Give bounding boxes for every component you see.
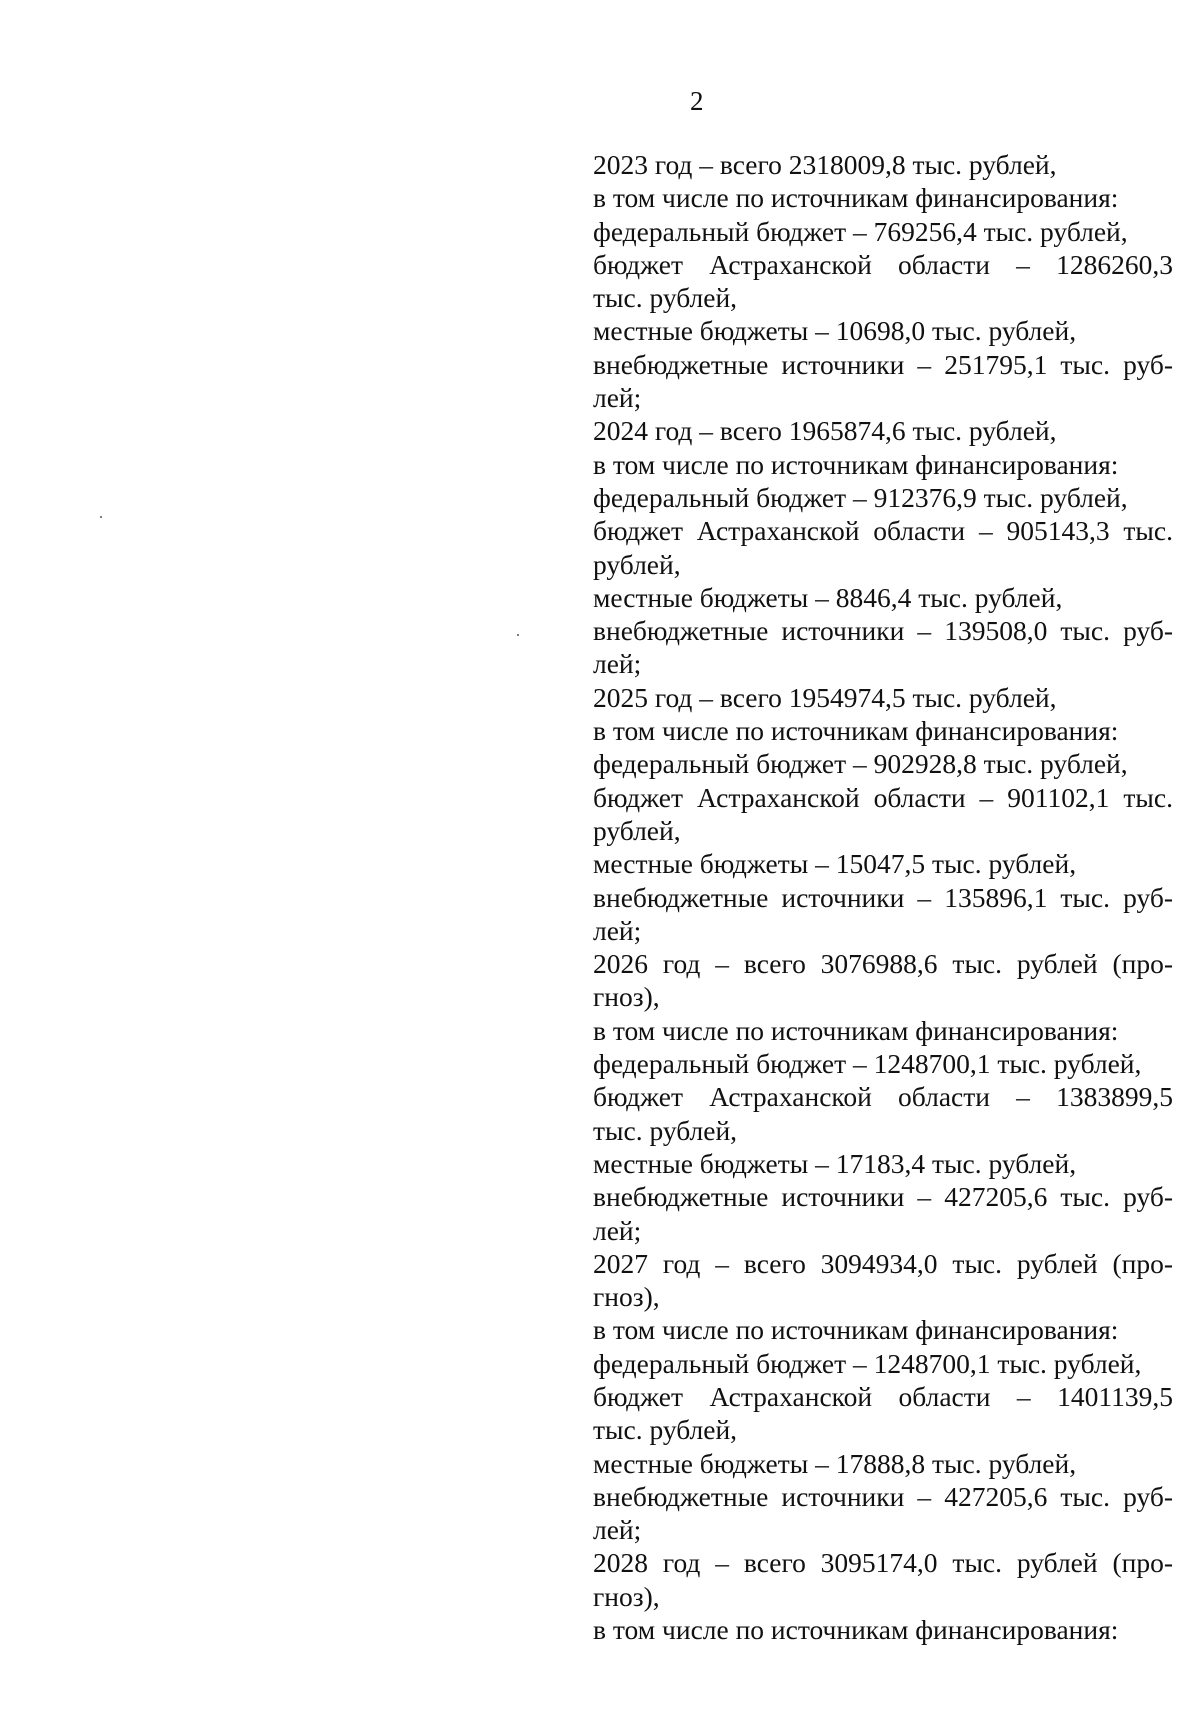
text-line: внебюджетные источники – 427205,6 тыс. руб- (593, 1480, 1173, 1512)
text-line: лей; (593, 914, 642, 946)
text-line: тыс. рублей, (593, 282, 738, 314)
text-line: 2024 год – всего 1965874,6 тыс. рублей, (593, 415, 1057, 447)
text-line: в том числе по источникам финансирования: (593, 448, 1119, 480)
text-line: 2028 год – всего 3095174,0 тыс. рублей (про- (593, 1547, 1173, 1579)
text-line: лей; (593, 648, 642, 680)
text-line: внебюджетные источники – 251795,1 тыс. руб- (593, 348, 1173, 380)
text-line: бюджет Астраханской области – 1286260,3 (593, 248, 1173, 280)
text-line: в том числе по источникам финансирования: (593, 715, 1119, 747)
text-line: рублей, (593, 814, 681, 846)
text-line: бюджет Астраханской области – 905143,3 тыс. (593, 515, 1173, 547)
text-line: лей; (593, 1214, 642, 1246)
text-line: местные бюджеты – 17888,8 тыс. рублей, (593, 1447, 1077, 1479)
text-line: местные бюджеты – 10698,0 тыс. рублей, (593, 315, 1077, 347)
financing-text-column (593, 148, 1173, 1646)
scan-speck (100, 516, 102, 518)
text-line: тыс. рублей, (593, 1114, 738, 1146)
scan-speck (517, 634, 519, 636)
text-line: 2025 год – всего 1954974,5 тыс. рублей, (593, 681, 1057, 713)
text-line: лей; (593, 1514, 642, 1546)
text-line: рублей, (593, 548, 681, 580)
text-line: федеральный бюджет – 1248700,1 тыс. рублей, (593, 1048, 1142, 1080)
text-line: гноз), (593, 1281, 660, 1313)
text-line: в том числе по источникам финансирования: (593, 1314, 1119, 1346)
text-line: 2023 год – всего 2318009,8 тыс. рублей, (593, 149, 1057, 180)
text-line: лей; (593, 382, 642, 414)
page-number: 2 (690, 86, 704, 116)
text-line: местные бюджеты – 17183,4 тыс. рублей, (593, 1147, 1077, 1179)
text-line: бюджет Астраханской области – 1401139,5 (593, 1380, 1173, 1412)
text-line: бюджет Астраханской области – 901102,1 тыс. (593, 781, 1173, 813)
text-line: внебюджетные источники – 135896,1 тыс. руб- (593, 881, 1173, 913)
text-line: местные бюджеты – 15047,5 тыс. рублей, (593, 848, 1077, 880)
text-line: 2026 год – всего 3076988,6 тыс. рублей (про- (593, 948, 1173, 980)
text-line: федеральный бюджет – 902928,8 тыс. рублей, (593, 748, 1128, 780)
text-line: гноз), (593, 981, 660, 1013)
text-line: федеральный бюджет – 912376,9 тыс. рублей, (593, 481, 1128, 513)
text-line: в том числе по источникам финансирования: (593, 182, 1119, 214)
text-line: федеральный бюджет – 769256,4 тыс. рублей, (593, 215, 1128, 247)
text-line: в том числе по источникам финансирования: (593, 1014, 1119, 1046)
text-line: местные бюджеты – 8846,4 тыс. рублей, (593, 581, 1063, 613)
text-line: бюджет Астраханской области – 1383899,5 (593, 1081, 1173, 1113)
text-line: тыс. рублей, (593, 1414, 738, 1446)
text-line: в том числе по источникам финансирования: (593, 1614, 1119, 1646)
text-line: гноз), (593, 1580, 660, 1612)
text-line: внебюджетные источники – 427205,6 тыс. руб- (593, 1181, 1173, 1213)
text-line: федеральный бюджет – 1248700,1 тыс. рублей, (593, 1347, 1142, 1379)
text-line: 2027 год – всего 3094934,0 тыс. рублей (про- (593, 1247, 1173, 1279)
text-line: внебюджетные источники – 139508,0 тыс. руб- (593, 615, 1173, 647)
